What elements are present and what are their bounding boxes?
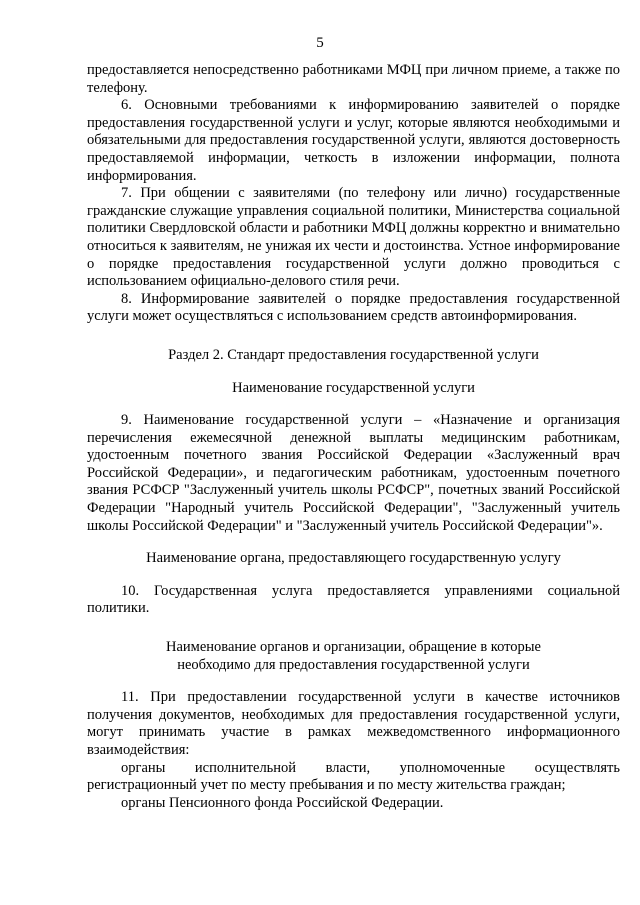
paragraph-11-item-a: органы исполнительной власти, уполномоченные осуществлять регистрационный учет по месту пребывания и по месту жительства граждан; [87,759,620,794]
organizations-heading-line-1: Наименование органов и организации, обращение в которые [166,639,541,656]
paragraph-continuation: предоставляется непосредственно работниками МФЦ при личном приеме, а также по телефону. [87,62,620,96]
paragraph-7: 7. При общении с заявителями (по телефону или лично) государственные гражданские служащие управления социальной политики, Министерства социальной политики Свердловской области и работники МФЦ должны корректно и внимательно относиться к заявителям, не унижая их чести и достоинства. Устное информирование о порядке предоставления государственной услуги должно проводиться с использованием официально-делового стиля речи. [87,185,620,290]
organizations-heading [87,639,620,674]
authority-name-heading: Наименование органа, предоставляющего государственную услугу [146,550,561,567]
paragraph-10: 10. Государственная услуга предоставляется управлениями социальной политики. [87,582,620,617]
paragraph-6: 6. Основными требованиями к информированию заявителей о порядке предоставления государственной услуги и услуг, которые являются необходимыми и обязательными для предоставления государственной услуги, являются достоверность предоставляемой информации, четкость в изложении информации, полнота информирования. [87,97,620,184]
page-number: 5 [316,35,324,51]
paragraph-11: 11. При предоставлении государственной услуги в качестве источников получения документов, необходимых для предоставления государственной услуги, могут принимать участие в рамках межведомственного информационного взаимодействия: [87,689,620,758]
paragraph-8: 8. Информирование заявителей о порядке предоставления государственной услуги может осуществляться с использованием средств автоинформирования. [87,290,620,325]
document-body [87,62,620,812]
paragraph-9: 9. Наименование государственной услуги – «Назначение и организация перечисления ежемесячной денежной выплаты медицинским работникам, удостоенным почетного звания Российской Федерации «Заслуженный врач Российской Федерации», и педагогическим работникам, удостоенным почетного звания РСФСР "Заслуженный учитель школы РСФСР", почетных званий Российской Федерации "Народный учитель Российской Федерации", "Заслуженный учитель школы Российской Федерации" и "Заслуженный учитель Российской Федерации"». [87,412,620,534]
paragraph-11-item-b: органы Пенсионного фонда Российской Федерации. [121,794,444,811]
service-name-heading: Наименование государственной услуги [232,379,475,396]
organizations-heading-line-2: необходимо для предоставления государственной услуги [177,656,530,673]
section-2-heading: Раздел 2. Стандарт предоставления государственной услуги [168,346,539,363]
